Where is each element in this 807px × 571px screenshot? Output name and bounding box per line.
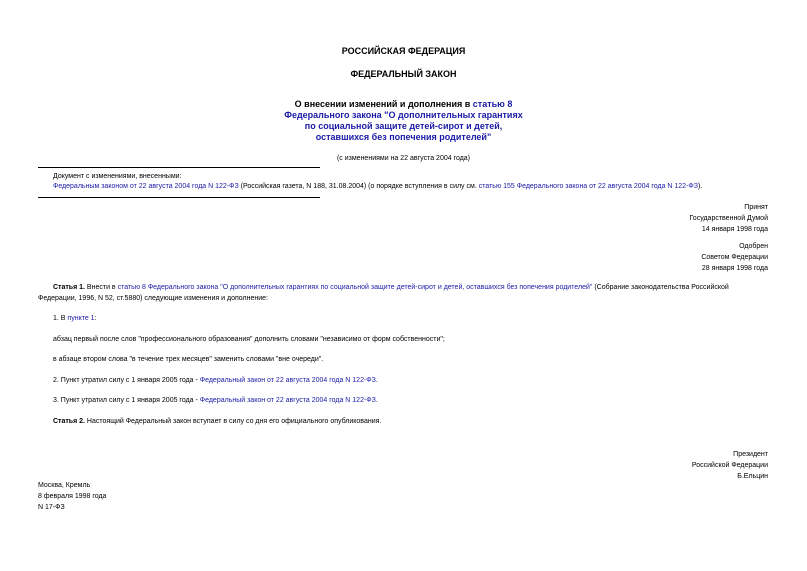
item3 [53, 396, 378, 405]
article1-paragraph [38, 282, 729, 304]
signature-block [692, 449, 768, 482]
title-line4[interactable]: оставшихся без попечения родителей" [315, 132, 492, 142]
council-line3: 28 января 1998 года [701, 265, 768, 272]
title-line2[interactable]: Федерального закона "О дополнительных гарантиях [284, 110, 523, 120]
place-date-block [38, 480, 106, 513]
item3-post: . [375, 397, 378, 404]
article2-label: Статья 2. [53, 418, 85, 425]
item1-post: : [94, 315, 97, 322]
law-number: N 17-ФЗ [38, 504, 65, 511]
duma-line3: 14 января 1998 года [701, 226, 768, 233]
country-heading: РОССИЙСКАЯ ФЕДЕРАЦИЯ [341, 46, 466, 56]
title-line1-prefix: О внесении изменений и дополнения в [294, 99, 473, 109]
item2 [53, 376, 378, 385]
signature-line2: Российской Федерации [691, 462, 768, 469]
item1-point-link[interactable]: пункте 1 [67, 315, 95, 322]
item3-pre: 3. Пункт утратил силу с 1 января 2005 года - [53, 397, 200, 404]
article1-line1 [38, 282, 729, 293]
article1-post: (Собрание законодательства Российской [592, 284, 729, 291]
item3-law-link[interactable]: Федеральный закон от 22 августа 2004 года N 122-ФЗ [199, 397, 376, 404]
changes-details [53, 182, 702, 191]
item2-pre: 2. Пункт утратил силу с 1 января 2005 года - [53, 377, 200, 384]
item2-law-link[interactable]: Федеральный закон от 22 августа 2004 года N 122-ФЗ [199, 377, 376, 384]
duma-adoption [689, 202, 768, 235]
changes-article-link[interactable]: статью 155 Федерального закона от 22 августа 2004 года N 122-ФЗ [478, 183, 698, 190]
article1-pre: Внести в [84, 284, 118, 291]
title-article-link[interactable]: статью 8 [472, 99, 513, 109]
title-line3[interactable]: по социальной защите детей-сирот и детей, [304, 121, 503, 131]
changes-intro: Документ с изменениями, внесенными: [53, 173, 182, 180]
document-title [0, 99, 807, 143]
edition-note: (с изменениями на 22 августа 2004 года) [336, 155, 471, 162]
paragraph-a: абзац первый после слов "профессионального образования" дополнить словами "независимо от форм собственности"; [53, 336, 445, 343]
changes-law-link[interactable]: Федеральным законом от 22 августа 2004 года N 122-ФЗ [53, 183, 239, 190]
duma-line2: Государственной Думой [689, 215, 768, 222]
law-type-heading: ФЕДЕРАЛЬНЫЙ ЗАКОН [350, 69, 457, 79]
article1-law-link[interactable]: статью 8 Федерального закона "О дополнительных гарантиях по социальной защите детей-сирот и детей, оставшихся без попечения родителей" [117, 284, 593, 291]
article1-line2: Федерации, 1996, N 52, ст.5880) следующие изменения и дополнение: [38, 295, 268, 302]
changes-bottom-rule [38, 197, 320, 198]
signature-line3: Б.Ельцин [737, 473, 768, 480]
article2-paragraph [53, 417, 381, 426]
changes-mid-text: (Российская газета, N 188, 31.08.2004) (о порядке вступления в силу см. [238, 183, 479, 190]
article2-text: Настоящий Федеральный закон вступает в силу со дня его официального опубликования. [84, 418, 382, 425]
signing-place: Москва, Кремль [38, 482, 91, 489]
item2-post: . [375, 377, 378, 384]
item1-pre: 1. В [53, 315, 68, 322]
signing-date: 8 февраля 1998 года [38, 493, 107, 500]
council-line1: Одобрен [739, 243, 768, 250]
item1 [53, 314, 97, 323]
changes-top-rule [38, 167, 320, 168]
council-line2: Советом Федерации [701, 254, 768, 261]
duma-line1: Принят [744, 204, 768, 211]
council-approval [701, 241, 768, 274]
article1-label: Статья 1. [53, 284, 85, 291]
changes-end-text: ). [697, 183, 703, 190]
signature-line1: Президент [733, 451, 768, 458]
paragraph-b: в абзаце втором слова "в течение трех месяцев" заменить словами "вне очереди". [53, 356, 324, 363]
